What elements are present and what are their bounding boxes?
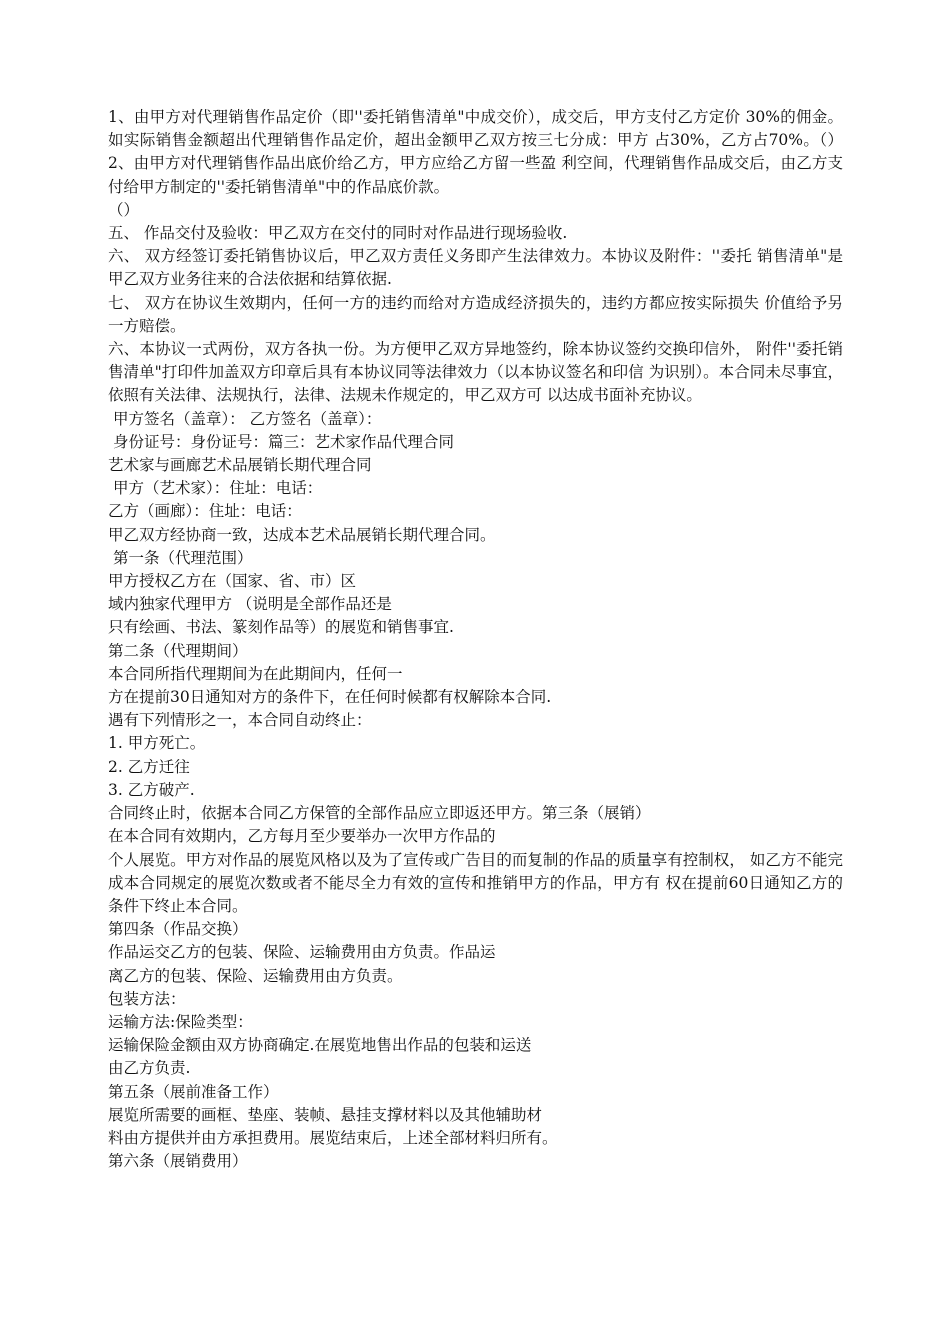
text-line: 合同终止时，依据本合同乙方保管的全部作品应立即返还甲方。第三条（展销）: [108, 804, 651, 823]
list-item: 1. 甲方死亡。: [108, 734, 206, 753]
text-line: 运输方法:保险类型：: [108, 1012, 253, 1031]
article-heading: 第四条（作品交换）: [108, 920, 248, 939]
article-heading: 第五条（展前准备工作）: [108, 1082, 279, 1101]
clause-copies: 六、本协议一式两份，双方各执一份。为方便甲乙双方异地签约，除本协议签约交换印信外， 附件''委托销售清单"打印件加盖双方印章后具有本协议同等法律效力（以本协议签名和印信 为识别）。本合同未尽事宜，依照有关法律、法规执行，法律、法规未作规定的，甲乙双方可 以达成书面补充协议。: [108, 340, 843, 405]
article-heading: 第二条（代理期间）: [108, 641, 248, 660]
signature-line: 甲方签名（盖章）： 乙方签名（盖章）：: [108, 409, 382, 428]
party-b-info: 乙方（画廊）：住址：电话：: [108, 502, 302, 521]
text-line: 作品运交乙方的包装、保险、运输费用由方负责。作品运: [108, 943, 496, 962]
paragraph-commission-terms: 1、由甲方对代理销售作品定价（即''委托销售清单"中成交价），成交后，甲方支付乙方定价 30%的佣金。如实际销售金额超出代理销售作品定价，超出金额甲乙双方按三七分成：甲方 占30%，乙方占70%。（）2、由甲方对代理销售作品出底价给乙方，甲方应给乙方留一些盈 利空间，代理销售作品成交后，由乙方支付给甲方制定的''委托销售清单"中的作品底价款。: [108, 108, 843, 196]
contract-title: 艺术家与画廊艺术品展销长期代理合同: [108, 456, 372, 475]
text-line: 本合同所指代理期间为在此期间内，任何一: [108, 664, 403, 683]
text-line: 方在提前30日通知对方的条件下，在任何时候都有权解除本合同.: [108, 688, 552, 707]
document-body: [108, 106, 843, 1173]
text-line: （）: [108, 200, 140, 219]
text-line: 甲乙双方经协商一致，达成本艺术品展销长期代理合同。: [108, 525, 496, 544]
text-line: 在本合同有效期内，乙方每月至少要举办一次甲方作品的: [108, 827, 496, 846]
text-line: 域内独家代理甲方 （说明是全部作品还是: [108, 595, 392, 614]
text-line: 由乙方负责.: [108, 1059, 191, 1078]
paragraph-exhibition-control: 个人展览。甲方对作品的展览风格以及为了宣传或广告目的而复制的作品的质量享有控制权， 如乙方不能完成本合同规定的展览次数或者不能尽全力有效的宣传和推销甲方的作品，甲方有 权在提前60日通知乙方的条件下终止本合同。: [108, 850, 843, 915]
text-line: 只有绘画、书法、篆刻作品等）的展览和销售事宜.: [108, 618, 454, 637]
text-line: 遇有下列情形之一，本合同自动终止：: [108, 711, 372, 730]
list-item: 2. 乙方迁往: [108, 757, 190, 776]
text-line: 运输保险金额由双方协商确定.在展览地售出作品的包装和运送: [108, 1036, 532, 1055]
list-item: 3. 乙方破产.: [108, 780, 195, 799]
text-line: 包装方法：: [108, 989, 186, 1008]
clause-delivery-inspection: 五、 作品交付及验收：甲乙双方在交付的同时对作品进行现场验收.: [108, 224, 568, 243]
text-line: 离乙方的包装、保险、运输费用由方负责。: [108, 966, 403, 985]
clause-legal-effect: 六、 双方经签订委托销售协议后，甲乙双方责任义务即产生法律效力。本协议及附件：''委托 销售清单"是甲乙双方业务往来的合法依据和结算依据.: [108, 247, 843, 289]
article-heading: 第六条（展销费用）: [108, 1152, 248, 1171]
text-line: 料由方提供并由方承担费用。展览结束后，上述全部材料归所有。: [108, 1128, 558, 1147]
id-number-line: 身份证号：身份证号：篇三：艺术家作品代理合同: [108, 432, 454, 451]
text-line: 甲方授权乙方在（国家、省、市）区: [108, 572, 357, 591]
clause-breach-liability: 七、 双方在协议生效期内，任何一方的违约而给对方造成经济损失的，违约方都应按实际损失 价值给予另一方赔偿。: [108, 293, 843, 335]
text-line: 展览所需要的画框、垫座、装帧、悬挂支撑材料以及其他辅助材: [108, 1105, 543, 1124]
party-a-info: 甲方（艺术家）：住址：电话：: [108, 479, 323, 498]
article-heading: 第一条（代理范围）: [108, 548, 253, 567]
